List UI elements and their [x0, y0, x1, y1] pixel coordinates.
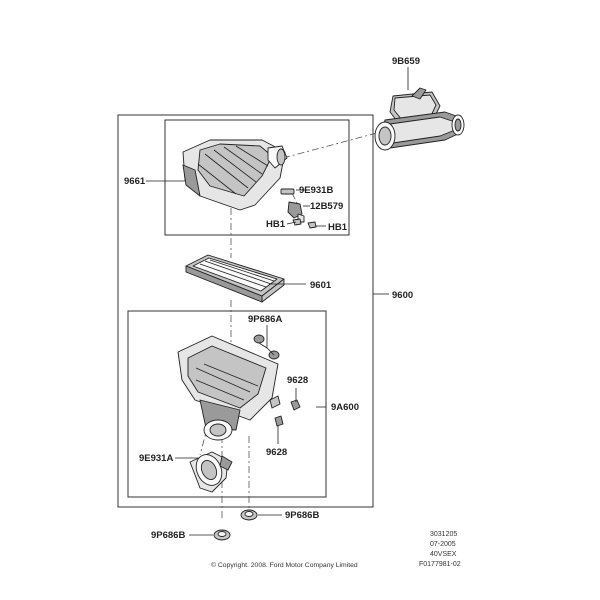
label-9A600: 9A600: [331, 402, 359, 413]
label-9P686A: 9P686A: [248, 314, 283, 325]
drawing-reference-block: [419, 531, 461, 568]
label-9P686B-right: 9P686B: [285, 510, 320, 521]
label-9628-upper: 9628: [287, 375, 309, 386]
copyright-notice: © Copyright. 2008. Ford Motor Company Limited: [211, 562, 358, 569]
air-filter-element-9601: [186, 255, 284, 302]
label-9E931A: 9E931A: [139, 453, 174, 464]
label-9P686B-left: 9P686B: [151, 530, 186, 541]
label-9B659: 9B659: [392, 56, 420, 67]
grommet-9P686B: [214, 510, 257, 540]
reference-line-4: F0177981-02: [419, 561, 461, 568]
intake-duct-9E931A: [190, 450, 232, 492]
label-9601: 9601: [310, 280, 332, 291]
label-9628-lower: 9628: [266, 447, 288, 458]
air-cleaner-cover-9661: [183, 140, 287, 210]
reference-line-1: 3031205: [430, 531, 458, 538]
label-9661: 9661: [124, 176, 146, 187]
mass-air-flow-sensor-9B659: [375, 88, 464, 150]
fastener-HB1: [293, 219, 316, 228]
label-HB1-right: HB1: [328, 222, 348, 233]
reference-line-2: 07-2005: [430, 541, 456, 548]
label-12B579: 12B579: [310, 201, 344, 212]
label-9600: 9600: [392, 290, 414, 301]
label-HB1-left: HB1: [266, 219, 286, 230]
callout-leaders: [146, 67, 408, 535]
air-cleaner-housing-9A600: [178, 336, 280, 440]
reference-line-3: 40VSEX: [430, 551, 457, 558]
label-9E931B: 9E931B: [299, 185, 334, 196]
